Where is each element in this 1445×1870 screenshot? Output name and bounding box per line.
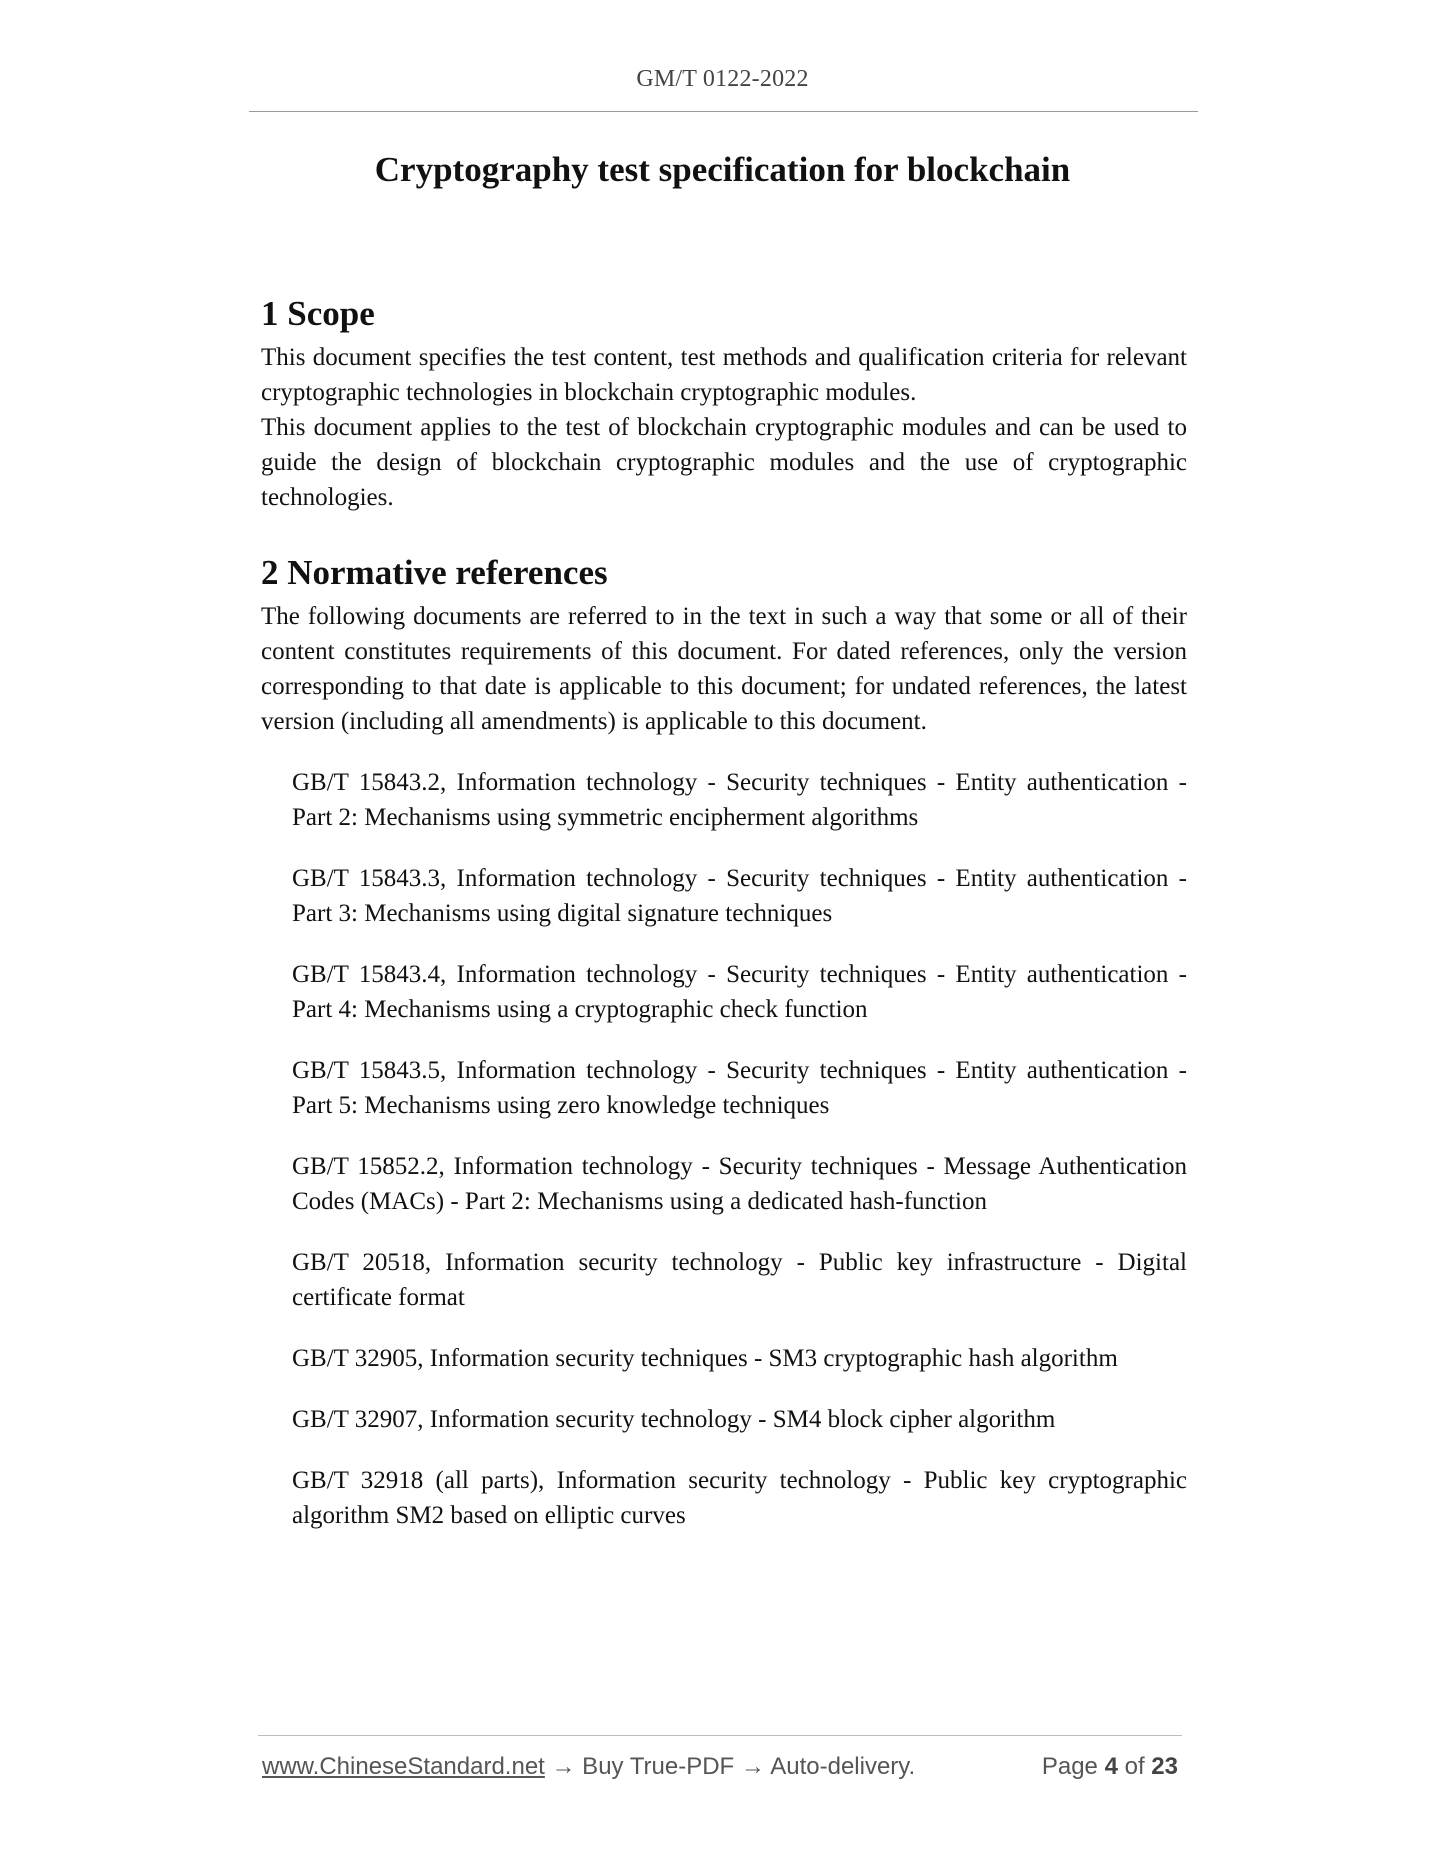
reference-item: GB/T 15843.2, Information technology - Security techniques - Entity authentication - Part 2: Mechanisms using symmetric encipherment algorithms: [292, 769, 1187, 831]
page-footer: [262, 1753, 1178, 1781]
page-label: Page: [1041, 1753, 1098, 1780]
reference-item: GB/T 15843.3, Information technology - Security techniques - Entity authentication - Part 3: Mechanisms using digital signature techniques: [292, 865, 1187, 927]
of-label: of: [1124, 1753, 1145, 1780]
section-heading-scope: 1 Scope: [261, 294, 375, 333]
header-doc-code: GM/T 0122-2022: [636, 66, 809, 92]
reference-item: GB/T 15843.5, Information technology - Security techniques - Entity authentication - Part 5: Mechanisms using zero knowledge techniques: [292, 1057, 1187, 1119]
total-page-count: 23: [1151, 1753, 1178, 1780]
page-indicator: [1042, 1753, 1178, 1781]
reference-item: GB/T 20518, Information security technology - Public key infrastructure - Digital certificate format: [292, 1249, 1187, 1311]
current-page-number: 4: [1104, 1753, 1118, 1780]
main-content: [261, 288, 1187, 1533]
reference-item: GB/T 32918 (all parts), Information security technology - Public key cryptographic algorithm SM2 based on elliptic curves: [292, 1467, 1187, 1529]
reference-list: [261, 765, 1187, 1533]
reference-item: GB/T 32907, Information security technology - SM4 block cipher algorithm: [292, 1406, 1056, 1433]
header-divider: [249, 111, 1198, 112]
footer-divider: [258, 1735, 1182, 1736]
scope-paragraph: This document applies to the test of blockchain cryptographic modules and can be used to guide the design of blockchain cryptographic modules and the use of cryptographic technologies.: [261, 414, 1187, 511]
reference-item: GB/T 15843.4, Information technology - Security techniques - Entity authentication - Part 4: Mechanisms using a cryptographic check function: [292, 961, 1187, 1023]
reference-item: GB/T 32905, Information security techniques - SM3 cryptographic hash algorithm: [292, 1345, 1118, 1372]
document-title: Cryptography test specification for blockchain: [374, 150, 1071, 189]
reference-item: GB/T 15852.2, Information technology - Security techniques - Message Authentication Codes (MACs) - Part 2: Mechanisms using a dedicated hash-function: [292, 1153, 1187, 1215]
scope-paragraph: This document specifies the test content, test methods and qualification criteria for relevant cryptographic technologies in blockchain cryptographic modules.: [261, 344, 1187, 406]
footer-tagline: → Buy True-PDF → Auto-delivery.: [544, 1753, 916, 1780]
footer-site-link[interactable]: www.ChineseStandard.net: [262, 1753, 545, 1780]
normative-intro-paragraph: The following documents are referred to in the text in such a way that some or all of their content constitutes requirements of this document. For dated references, only the version corresponding to that date is applicable to this document; for undated references, the latest version (including all amendments) is applicable to this document.: [261, 603, 1187, 735]
section-heading-normative-references: 2 Normative references: [261, 553, 608, 592]
footer-promo: [262, 1753, 915, 1781]
